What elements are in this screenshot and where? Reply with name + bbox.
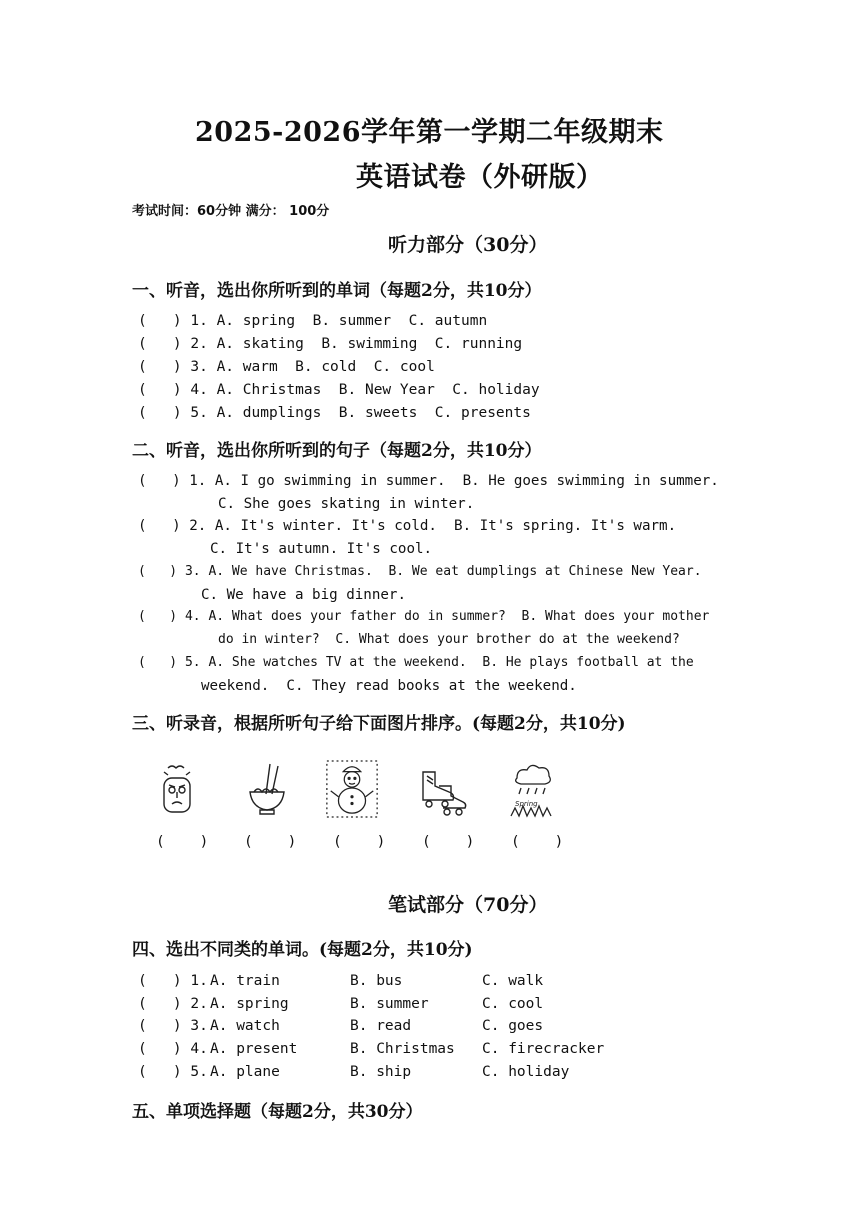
noodle-bowl-icon bbox=[240, 762, 294, 820]
section2-line-1: ( ) 1. A. I go swimming in summer. B. He goes swimming in summer. bbox=[138, 473, 719, 489]
section3-heading: 三、听录音，根据所听句子给下面图片排序。(每题2分，共10分) bbox=[132, 714, 626, 734]
section2-line-10: weekend. C. They read books at the weekend. bbox=[201, 678, 577, 694]
section4-row-3-c: C. goes bbox=[482, 1018, 544, 1034]
section4-row-5-num: ( ) 5. bbox=[138, 1064, 208, 1080]
section4-row-5-c: C. holiday bbox=[482, 1064, 570, 1080]
section1-item-2: ( ) 2. A. skating B. swimming C. running bbox=[138, 336, 523, 352]
hot-face-icon bbox=[150, 762, 204, 820]
section2-heading: 二、听音，选出你所听到的句子（每题2分，共10分） bbox=[132, 441, 542, 461]
section2-line-8: do in winter? C. What does your brother do at the weekend? bbox=[218, 632, 680, 647]
section4-row-2-a: A. spring bbox=[210, 996, 289, 1012]
snowman-icon bbox=[325, 760, 379, 818]
picture-blank-5[interactable]: ( ) bbox=[511, 834, 564, 850]
section2-line-9: ( ) 5. A. She watches TV at the weekend. B. He plays football at the bbox=[138, 655, 694, 670]
exam-info: 考试时间：60分钟 满分： 100分 bbox=[132, 204, 330, 219]
roller-skates-icon bbox=[415, 762, 469, 820]
section1-item-1: ( ) 1. A. spring B. summer C. autumn bbox=[138, 313, 488, 329]
section4-row-5-a: A. plane bbox=[210, 1064, 280, 1080]
section4-row-4-c: C. firecracker bbox=[482, 1041, 605, 1057]
picture-blank-1[interactable]: ( ) bbox=[156, 834, 209, 850]
section1-item-3: ( ) 3. A. warm B. cold C. cool bbox=[138, 359, 435, 375]
section4-row-3-b: B. read bbox=[350, 1018, 412, 1034]
section1-item-5: ( ) 5. A. dumplings B. sweets C. presents bbox=[138, 405, 531, 421]
section4-row-4-num: ( ) 4. bbox=[138, 1041, 208, 1057]
picture-blank-4[interactable]: ( ) bbox=[422, 834, 475, 850]
section1-heading: 一、听音，选出你所听到的单词（每题2分，共10分） bbox=[132, 281, 542, 301]
section2-line-5: ( ) 3. A. We have Christmas. B. We eat dumplings at Chinese New Year. bbox=[138, 564, 702, 579]
svg-text:Spring: Spring bbox=[515, 800, 538, 808]
section1-item-4: ( ) 4. A. Christmas B. New Year C. holiday bbox=[138, 382, 540, 398]
section4-row-1-num: ( ) 1. bbox=[138, 973, 208, 989]
section4-row-1-c: C. walk bbox=[482, 973, 544, 989]
writing-heading: 笔试部分（70分） bbox=[388, 894, 548, 916]
section4-row-4-a: A. present bbox=[210, 1041, 298, 1057]
picture-blank-3[interactable]: ( ) bbox=[333, 834, 386, 850]
section4-row-3-a: A. watch bbox=[210, 1018, 280, 1034]
section2-line-3: ( ) 2. A. It's winter. It's cold. B. It's spring. It's warm. bbox=[138, 518, 677, 534]
picture-blank-2[interactable]: ( ) bbox=[244, 834, 297, 850]
section4-row-2-num: ( ) 2. bbox=[138, 996, 208, 1012]
section4-row-1-a: A. train bbox=[210, 973, 280, 989]
section4-row-4-b: B. Christmas bbox=[350, 1041, 455, 1057]
section4-row-5-b: B. ship bbox=[350, 1064, 412, 1080]
section2-line-7: ( ) 4. A. What does your father do in summer? B. What does your mother bbox=[138, 609, 710, 624]
section2-line-2: C. She goes skating in winter. bbox=[218, 496, 475, 512]
section2-line-6: C. We have a big dinner. bbox=[201, 587, 406, 603]
listening-heading: 听力部分（30分） bbox=[388, 234, 548, 256]
exam-title-line1: 2025-2026学年第一学期二年级期末 bbox=[195, 117, 664, 148]
section2-line-4: C. It's autumn. It's cool. bbox=[210, 541, 433, 557]
exam-title-line2: 英语试卷（外研版） bbox=[356, 162, 604, 193]
section5-heading: 五、单项选择题（每题2分，共30分） bbox=[132, 1102, 423, 1122]
section4-heading: 四、选出不同类的单词。(每题2分，共10分) bbox=[132, 940, 473, 960]
section4-row-1-b: B. bus bbox=[350, 973, 403, 989]
section4-row-3-num: ( ) 3. bbox=[138, 1018, 208, 1034]
section4-row-2-c: C. cool bbox=[482, 996, 544, 1012]
spring-rain-icon bbox=[505, 762, 559, 820]
section4-row-2-b: B. summer bbox=[350, 996, 429, 1012]
